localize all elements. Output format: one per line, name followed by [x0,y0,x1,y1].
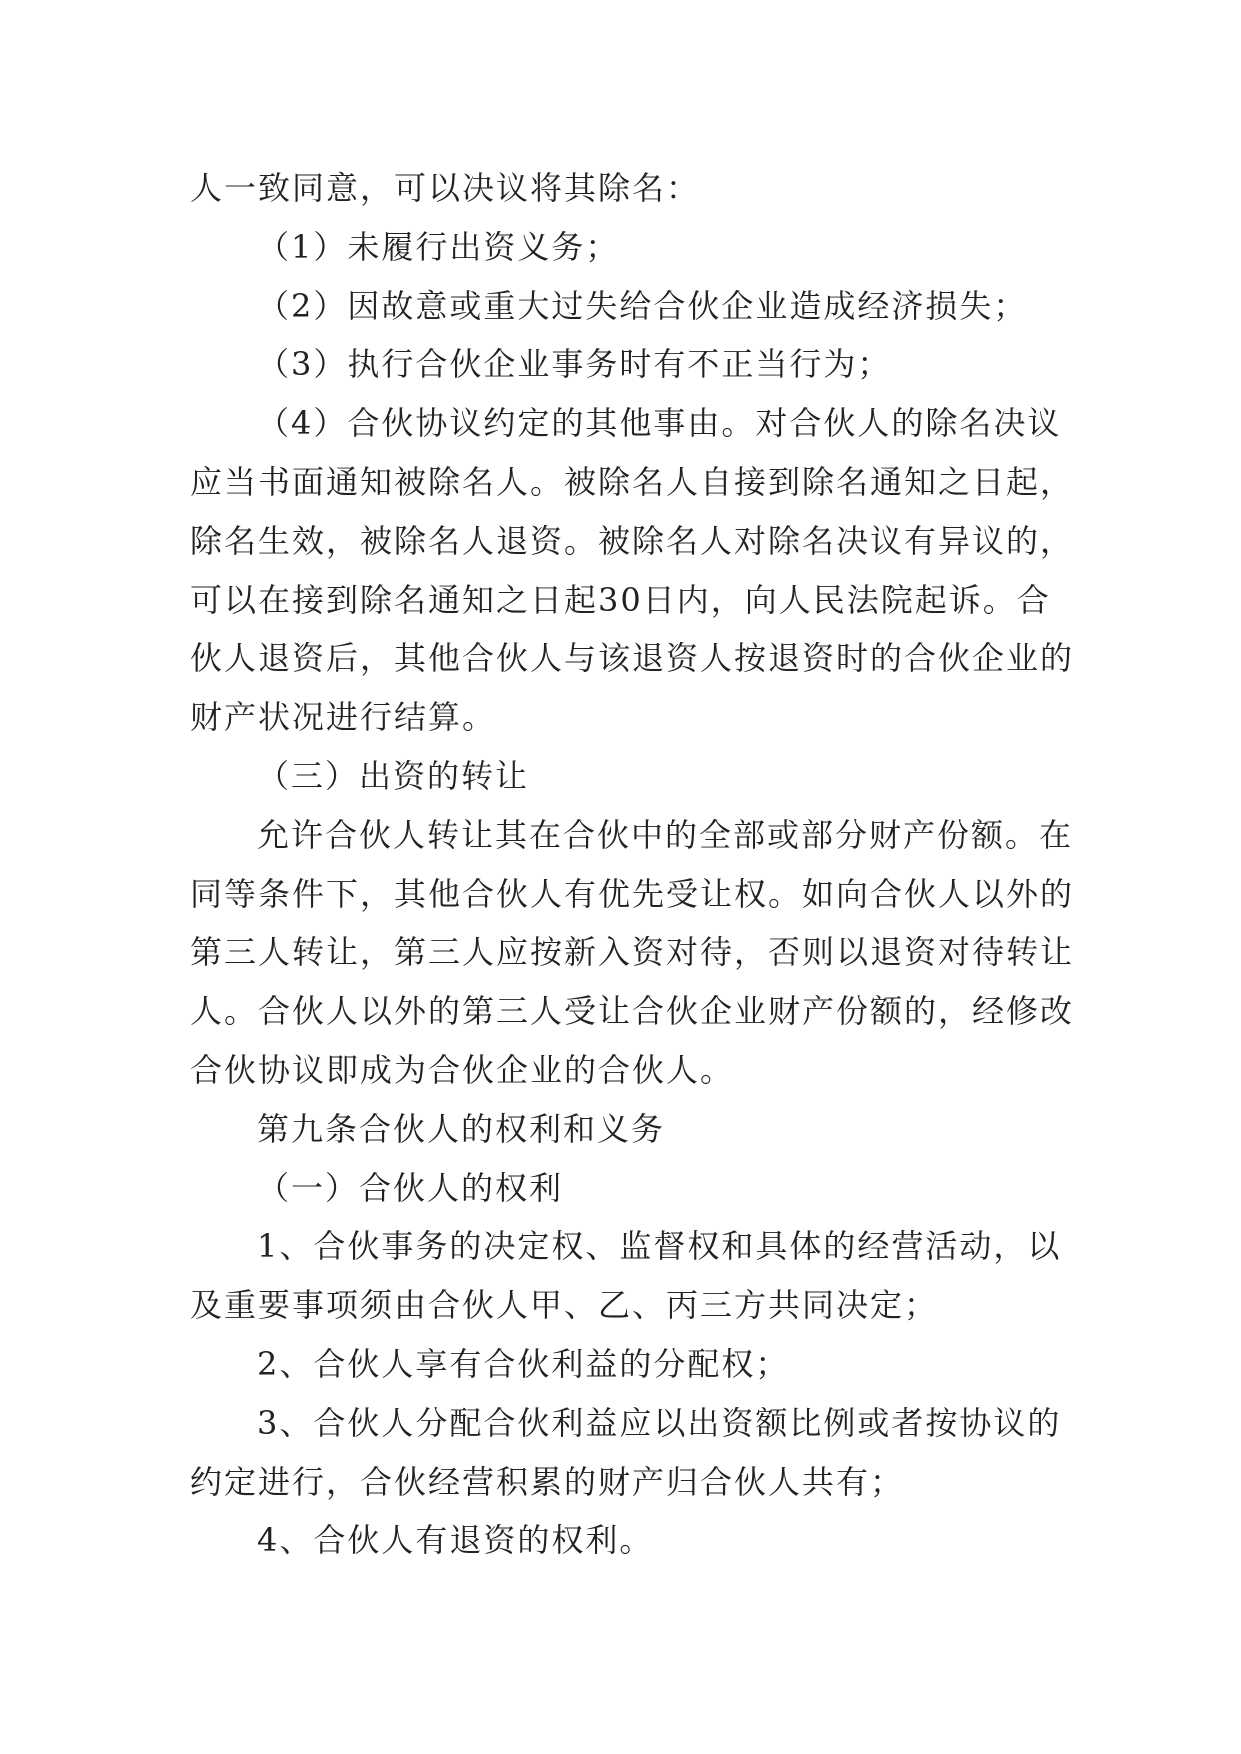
text-line: 除名生效，被除名人退资。被除名人对除名决议有异议的， [190,521,1075,560]
list-item-rights-2 [190,1335,1241,1394]
list-item-removal-4 [190,394,1241,747]
article-heading-9 [190,1100,1241,1159]
text-line: 人。合伙人以外的第三人受让合伙企业财产份额的，经修改 [190,992,1075,1031]
paragraph-removal-continuation [190,159,1241,218]
list-item-rights-4 [190,1511,1241,1570]
text-line: 财产状况进行结算。 [190,698,497,737]
text-line: 第九条合伙人的权利和义务 [257,1109,666,1148]
section-heading-rights [190,1159,1241,1218]
section-heading-transfer [190,747,1241,806]
text-line: （1）未履行出资义务； [257,227,620,266]
list-item-rights-1 [190,1217,1241,1335]
text-line: 伙人退资后，其他合伙人与该退资人按退资时的合伙企业的 [190,639,1075,678]
list-item-rights-3 [190,1394,1241,1512]
text-line: 第三人转让，第三人应按新入资对待，否则以退资对待转让 [190,933,1075,972]
text-line: 同等条件下，其他合伙人有优先受让权。如向合伙人以外的 [190,874,1075,913]
text-line: 合伙协议即成为合伙企业的合伙人。 [190,1050,735,1089]
text-line: （一）合伙人的权利 [257,1168,564,1207]
text-line: 应当书面通知被除名人。被除名人自接到除名通知之日起， [190,462,1075,501]
text-line: （4）合伙协议约定的其他事由。对合伙人的除名决议 [257,404,1062,443]
text-line: （2）因故意或重大过失给合伙企业造成经济损失； [257,286,1028,325]
paragraph-transfer [190,806,1241,1100]
list-item-removal-2 [190,277,1241,336]
text-line: 及重要事项须由合伙人甲、乙、丙三方共同决定； [190,1286,939,1325]
list-item-removal-1 [190,218,1241,277]
text-line: 4、合伙人有退资的权利。 [257,1521,654,1560]
text-line: 约定进行，合伙经营积累的财产归合伙人共有； [190,1462,905,1501]
text-line: 3、合伙人分配合伙利益应以出资额比例或者按协议的 [257,1403,1062,1442]
text-line: （三）出资的转让 [257,756,530,795]
text-line: 1、合伙事务的决定权、监督权和具体的经营活动，以 [257,1227,1062,1266]
text-line: 人一致同意，可以决议将其除名： [190,169,701,207]
text-line: 可以在接到除名通知之日起30日内，向人民法院起诉。合 [190,580,1051,619]
text-line: 2、合伙人享有合伙利益的分配权； [257,1344,790,1383]
text-line: 允许合伙人转让其在合伙中的全部或部分财产份额。在 [257,815,1074,854]
list-item-removal-3 [190,335,1241,394]
text-line: （3）执行合伙企业事务时有不正当行为； [257,345,892,384]
